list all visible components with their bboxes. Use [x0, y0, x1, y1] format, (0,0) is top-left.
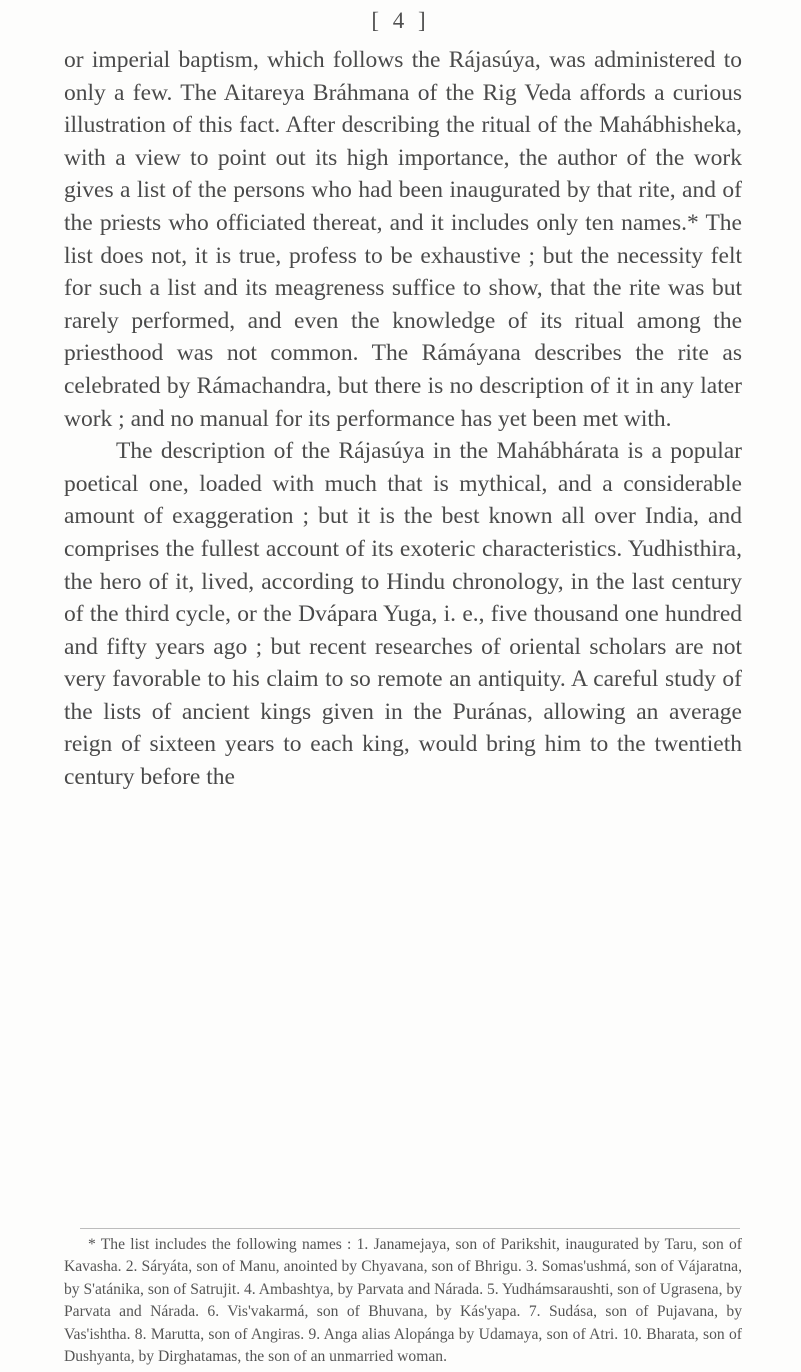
main-text: [64, 44, 742, 794]
page-number: [ 4 ]: [371, 8, 430, 33]
paragraph-1: or imperial baptism, which follows the Rájasúya, was administered to only a few. The Aitareya Bráhmana of the Rig Veda affords a curious illustration of this fact. After describing the ritual of the Mahábhisheka, with a view to point out its high importance, the author of the work gives a list of the persons who had been inaugurated by that rite, and of the priests who officiated thereat, and it includes only ten names.* The list does not, it is true, profess to be exhaustive ; but the necessity felt for such a list and its meagreness suffice to show, that the rite was but rarely performed, and even the knowledge of its ritual among the priesthood was not common. The Rámáyana describes the rite as celebrated by Rámachandra, but there is no description of it in any later work ; and no manual for its performance has yet been met with.: [64, 47, 742, 432]
footnote-rule: [80, 1228, 740, 1229]
footnote: [64, 1234, 742, 1368]
paragraph-2: The description of the Rájasúya in the Mahábhárata is a popular poetical one, loaded with much that is mythical, and a considerable amount of exaggeration ; but it is the best known all over India, and comprises the fullest account of its exoteric characteristics. Yudhisthira, the hero of it, lived, according to Hindu chronology, in the last century of the third cycle, or the Dvápara Yuga, i. e., five thousand one hundred and fifty years ago ; but recent researches of oriental scholars are not very favorable to his claim to so remote an antiquity. A careful study of the lists of ancient kings given in the Puránas, allowing an average reign of sixteen years to each king, would bring him to the twentieth century before the: [64, 438, 742, 791]
footnote-text: * The list includes the following names : 1. Janamejaya, son of Parikshit, inaugurated by Taru, son of Kavasha. 2. Sáryáta, son of Manu, anointed by Chyavana, son of Bhrigu. 3. Somas'ushmá, son of Vájaratna, by S'atánika, son of Satrujit. 4. Ambashtya, by Parvata and Nárada. 5. Yudhámsaraushti, son of Ugrasena, by Parvata and Nárada. 6. Vis'vakarmá, son of Bhuvana, by Kás'yapa. 7. Sudása, son of Pujavana, by Vas'ishtha. 8. Marutta, son of Angiras. 9. Anga alias Alopánga by Udamaya, son of Atri. 10. Bharata, son of Dushyanta, by Dirghatamas, the son of an unmarried woman.: [64, 1236, 742, 1366]
